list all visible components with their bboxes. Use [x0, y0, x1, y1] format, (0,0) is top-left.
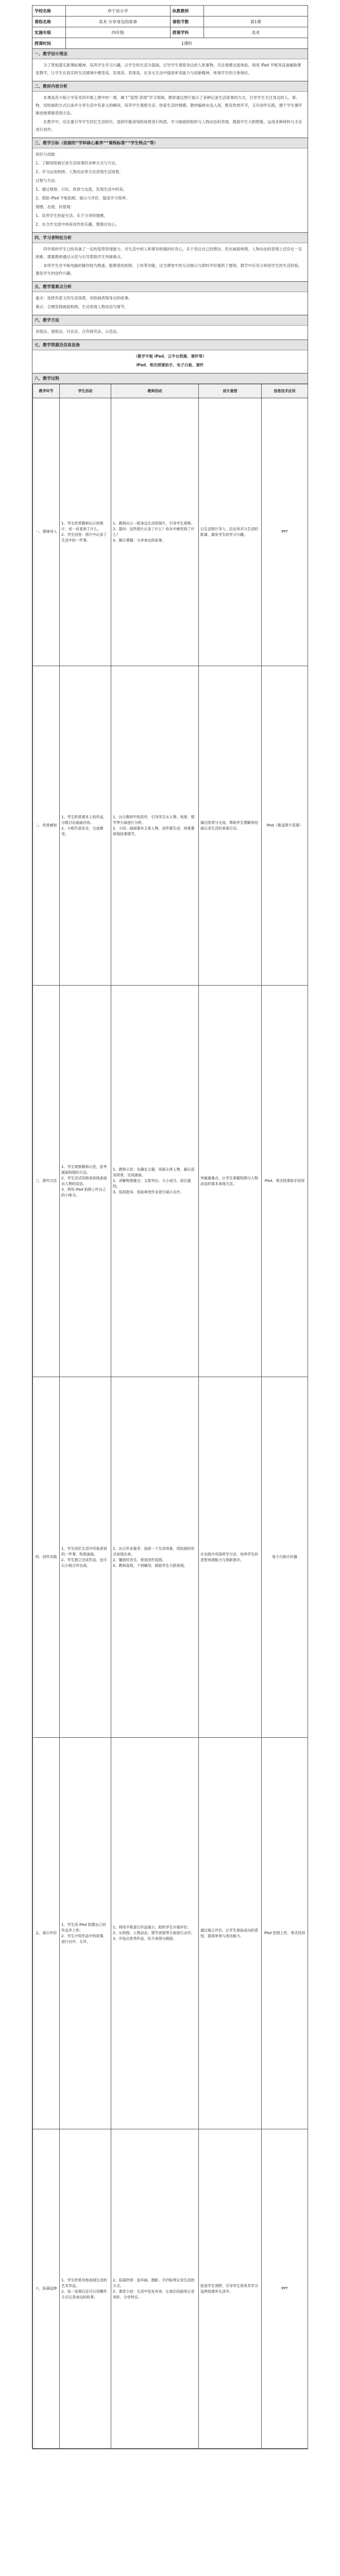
cell-text: 1、学生欣赏教师出示的图片，说一说看到了什么。 2、学生回答：图片中记录了生活中的一件事。: [61, 521, 107, 543]
cell-text: 突破重难点，让学生掌握构图与人物动态的基本表现方法。: [200, 1176, 258, 1186]
process-cell-teacher: [111, 666, 199, 986]
paragraph: （教学平板 iPad、云平台资源、课件等）: [133, 354, 207, 359]
school-label: 学校名称: [32, 6, 66, 16]
grade-value: 四年级: [66, 27, 171, 38]
goal-line: 过程与方法：: [36, 178, 59, 183]
cell-text: 通过展示评价，让学生体验成功的喜悦，提高审美与表达能力。: [200, 1928, 258, 1938]
lesson-info-table: [32, 5, 308, 49]
process-cell-student: [60, 1377, 111, 1738]
column-header: 学生活动: [60, 384, 111, 398]
hours-value: 第1课: [203, 16, 308, 27]
paragraph: 难点：合理安排画面构图，生动表现人物动态与情节。: [36, 304, 128, 309]
lesson-plan-page: [32, 5, 308, 2449]
goal-line: 1、通过观察、讨论、欣赏与交流，发现生活中的美。: [36, 187, 127, 192]
process-cell-intent: [199, 2129, 262, 2449]
process-row: [33, 666, 308, 986]
section-title: 七、教学资源及信息设备: [32, 340, 308, 350]
process-cell-student: [60, 2129, 111, 2449]
goal-line: 2、借助 iPad 平板拍照、展示与评价，提高学习效率。: [36, 196, 130, 200]
cell-text: 四、创作实践: [35, 1555, 57, 1559]
process-cell-stage: [33, 1377, 60, 1738]
section-title: 六、教学方法: [32, 315, 308, 326]
process-cell-tech: [262, 398, 308, 666]
goal-line: 1、了解用绘画记录生活故事的多种方式与方法。: [36, 161, 120, 165]
course-label: 课程名称: [32, 16, 66, 27]
paragraph: iPad、希沃授课助手、电子白板、课件: [136, 363, 204, 367]
column-header: 教学环节: [33, 384, 60, 398]
section-learner-analysis: [32, 233, 308, 282]
section-title: 四、学习者特征分析: [32, 233, 308, 243]
section-title: 八、教学过程: [32, 374, 308, 384]
paragraph: 四年级的学生已经具备了一定的造型表现能力，对生活中的人和事有较强的好奇心，乐于表达自己的想法。但在画面构图、人物动态的表现上还存在一定困难，需要教师通过示范与引导帮助学生突破难点。: [36, 247, 302, 259]
cell-text: 五、展示评价: [35, 1931, 57, 1935]
cell-text: 三、探究方法: [35, 1179, 57, 1183]
process-cell-teacher: [111, 2129, 199, 2449]
process-cell-tech: [262, 666, 308, 986]
process-cell-intent: [199, 1738, 262, 2129]
process-cell-stage: [33, 666, 60, 986]
section-resources: [32, 340, 308, 374]
school-value: 阜宁县小学: [66, 6, 171, 16]
paragraph: 讲授法、观察法、讨论法、合作探究法、示范法。: [36, 329, 121, 334]
process-cell-stage: [33, 2129, 60, 2449]
process-cell-student: [60, 666, 111, 986]
paragraph: 本课是苏少版小学美术四年级上册中的一课，属于“造型·表现”学习领域。教材通过图片展示了多种记录生活故事的方式，引导学生关注身边的人、事、物，用绘画的方式记录并分享生活中有意义的瞬间，培养学生观察生活、热爱生活的情感。教材编排由浅入深，既有欣赏环节，又有创作实践，便于学生循序渐进地掌握表现方法。: [36, 95, 302, 115]
cell-text: 通过欣赏与交流，帮助学生理解用绘画记录生活的表现方法。: [200, 820, 258, 831]
section-teaching-goals: [32, 138, 308, 233]
section-title: 三、教学目标（依据的“学科核心素养”“课程标准”“学生特点”等）: [32, 138, 308, 148]
process-cell-tech: [262, 986, 308, 1377]
cell-text: 1、教师出示一组身边生活的照片，引导学生观察。 2、提问：这些照片记录了什么？你从中感受到了什么？ 3、揭示课题：分享身边的故事。: [113, 521, 195, 543]
section-key-points: [32, 282, 308, 315]
cell-text: iPad、希沃授课助手投屏: [264, 1179, 305, 1183]
period-value: 1课时: [66, 38, 308, 49]
hours-label: 课程节数: [170, 16, 203, 27]
paragraph: 在教学中，应注重引导学生回忆生活经历，选择印象深刻的场景进行构思，学习画面的组织与人物动态的表现，鼓励学生大胆想象，运用多种材料与手法进行创作。: [36, 120, 302, 132]
process-cell-stage: [33, 986, 60, 1377]
cell-text: 1、学生欣赏其他表现生活的艺术作品。 2、说一说课后还可以用哪些方式记录身边的故事。: [61, 2278, 107, 2299]
process-cell-intent: [199, 666, 262, 986]
cell-text: 一、情境导入: [35, 530, 57, 534]
process-cell-student: [60, 1738, 111, 2129]
process-cell-student: [60, 398, 111, 666]
cell-text: 1、学生回忆生活中印象深刻的一件事，构思画面。 2、学生独立完成作品，也可以小组合作完成。: [61, 1546, 107, 1568]
process-cell-intent: [199, 986, 262, 1377]
cell-text: 1、出示教材中的范作，引导学生从人物、场景、情节等方面进行分析。 2、小结：画面要有主体人物，动作要生动，场景要体现故事情节。: [113, 815, 195, 836]
goal-line: 2、在合作交流中体验创作的乐趣，增强自信心。: [36, 222, 120, 227]
cell-text: 1、拓展欣赏：连环画、摄影、手抄报等记录生活的方式。 2、课堂小结：生活中处处有美，让我们用画笔记录美好，分享快乐。: [113, 2278, 195, 2299]
section-teaching-methods: [32, 315, 308, 340]
period-label: 授课时间: [32, 38, 66, 49]
goal-line: 2、学习运用构图、人物动态等方法表现生活场景。: [36, 170, 123, 174]
process-cell-tech: [262, 1738, 308, 2129]
section-title: 五、教学重难点分析: [32, 282, 308, 292]
section-title: 一、教学设计理念: [32, 49, 308, 59]
process-cell-teacher: [111, 986, 199, 1377]
process-row: [33, 1738, 308, 2129]
section-title: 二、教材内容分析: [32, 81, 308, 92]
cell-text: 二、欣赏感知: [35, 823, 57, 827]
process-cell-student: [60, 986, 111, 1377]
process-cell-teacher: [111, 1738, 199, 2129]
cell-text: iPad（推送图片资源）: [266, 823, 303, 827]
subject-label: 授课学科: [170, 27, 203, 38]
process-cell-teacher: [111, 398, 199, 666]
process-row: [33, 1377, 308, 1738]
cell-text: 六、拓展延伸: [35, 2286, 57, 2291]
cell-text: 1、利用平板进行作品展示，组织学生开展评价。 2、从构图、人物动态、情节表现等方面进行点评。 3、评选出优秀作品，给予表扬与鼓励。: [113, 1925, 195, 1941]
column-header: 设计意图: [199, 384, 262, 398]
teacher-label: 执教教师: [170, 6, 203, 16]
goal-line: 情感、态度、价值观：: [36, 205, 74, 209]
cell-text: PPT: [281, 2286, 288, 2291]
section-design-concept: [32, 49, 308, 81]
cell-text: 1、学生欣赏课本上的作品，分组讨论画面内容。 2、小组代表发言，交流感受。: [61, 815, 107, 836]
process-cell-stage: [33, 1738, 60, 2129]
column-header: 信息技术应用: [262, 384, 308, 398]
cell-text: 1、学生观察教师示范，思考画面构图的方法。 2、学生尝试用简单的线条画出人物的动态。 3、利用 iPad 拍照上传自己的小练习。: [61, 1164, 107, 1197]
cell-text: 拓宽学生视野，引导学生将美术学习延伸到课外生活中。: [200, 2283, 258, 2294]
cell-text: 1、教师示范：先确定主题，再画主体人物，最后添加背景，完成画面。 2、讲解构图要点：主体突出、大小适当、前后遮挡。 3、巡视指导，选取典型作业进行展示点评。: [113, 1167, 195, 1194]
paragraph: 为了贯彻落实新课标精神，培养学生学习兴趣，以学生的生活为基础，引导学生观察身边的人和事物，关注情感交流体验。利用 iPad 平板等设备辅助课堂教学，让学生在真实的生活情境中感受美、发现美、表现美，在多元互动中提高审美能力与创新精神，体现学生的主体地位。: [36, 63, 301, 75]
process-cell-stage: [33, 398, 60, 666]
column-header: 教师活动: [111, 384, 199, 398]
goal-line: 知识与技能：: [36, 152, 59, 157]
cell-text: 以生活照片导入，拉近美术与生活的距离，激发学生的学习兴趣。: [200, 527, 258, 537]
section-teaching-process: [32, 374, 308, 2449]
grade-label: 实施年级: [32, 27, 66, 38]
course-value: 美术·分享身边的故事: [66, 16, 171, 27]
process-cell-intent: [199, 398, 262, 666]
cell-text: 在实践中巩固所学方法，培养学生的造型表现能力与创新意识。: [200, 1552, 258, 1562]
process-cell-tech: [262, 2129, 308, 2449]
process-row: [33, 2129, 308, 2449]
cell-text: 电子白板计时器: [272, 1555, 297, 1559]
goal-line: 1、培养学生热爱生活、乐于分享的情感。: [36, 213, 108, 218]
cell-text: 1、出示作业要求：选择一个生活场景，用绘画的形式表现出来。 2、播放轻音乐，营造创作氛围。 3、教师巡视，个别辅导，鼓励学生大胆表现。: [113, 1546, 195, 1568]
process-cell-tech: [262, 1377, 308, 1738]
process-cell-teacher: [111, 1377, 199, 1738]
cell-text: PPT: [281, 530, 288, 534]
teacher-value: [203, 6, 308, 16]
subject-value: 美术: [203, 27, 308, 38]
paragraph: 本班学生对平板电脑的操作较为熟悉，能够使用拍照、上传等功能，这为课堂中的互动展示与即时评价提供了便利。教学中应充分利用学生的生活经验，激发学生的创作兴趣。: [36, 263, 302, 276]
cell-text: iPad 拍照上传、希沃投屏: [264, 1931, 305, 1935]
process-cell-intent: [199, 1377, 262, 1738]
paragraph: 重点：选择有意义的生活场景，用绘画表现身边的故事。: [36, 296, 132, 300]
process-row: [33, 986, 308, 1377]
section-textbook-analysis: [32, 81, 308, 138]
process-row: [33, 398, 308, 666]
process-table: [32, 384, 308, 2449]
cell-text: 1、学生用 iPad 拍摄自己的作品并上传。 2、学生介绍作品中的故事，进行自评、互评。: [61, 1922, 107, 1944]
